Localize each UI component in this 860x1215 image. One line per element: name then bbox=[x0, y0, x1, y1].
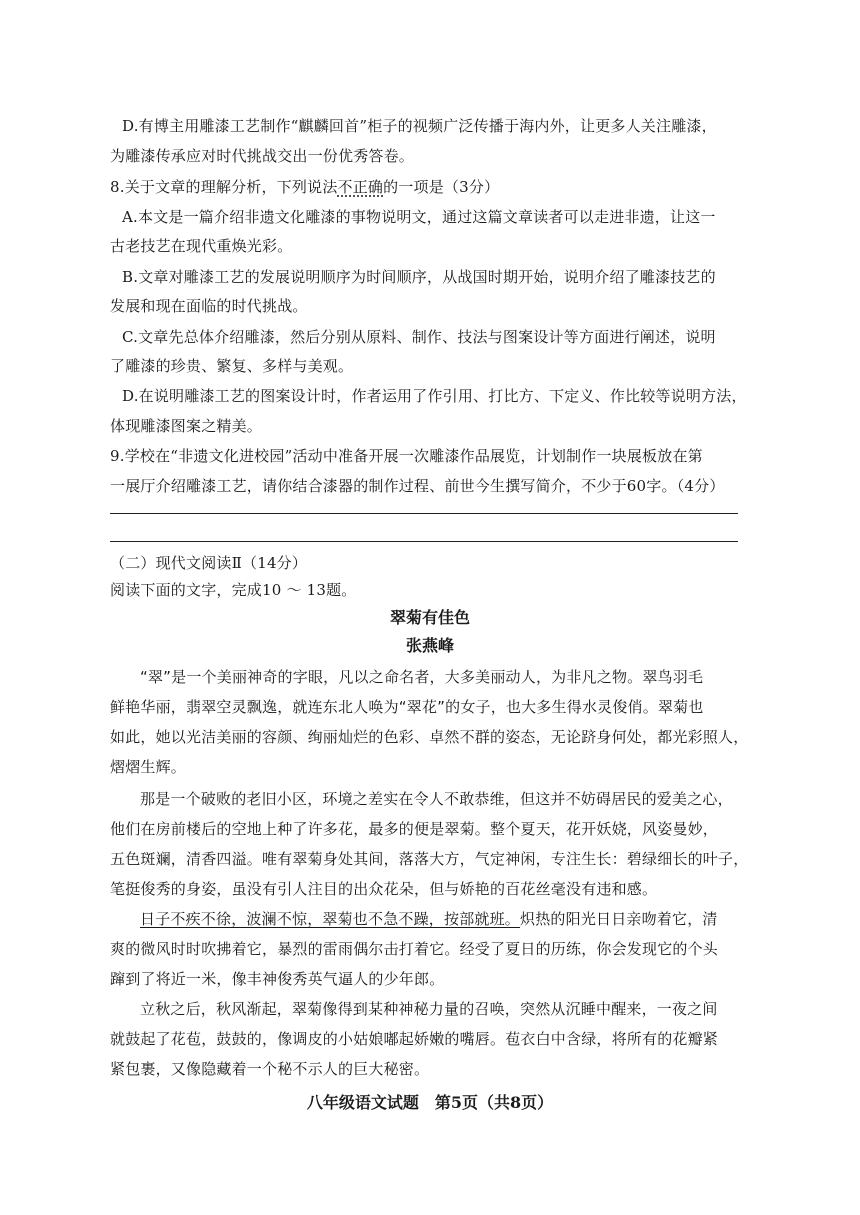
p4-line2: 就鼓起了花苞，鼓鼓的，像调皮的小姑娘嘟起娇嫩的嘴唇。苞衣白中含绿，将所有的花瓣紧 bbox=[110, 1030, 719, 1048]
q8-option-d-line1: D.在说明雕漆工艺的图案设计时，作者运用了作引用、打比方、下定义、作比较等说明方法， bbox=[122, 387, 747, 405]
q8-stem-before: 8.关于文章的理解分析，下列说法 bbox=[110, 178, 338, 196]
p1-line2: 鲜艳华丽，翡翠空灵飘逸，就连东北人唤为“翠花”的女子，也大多生得水灵俊俏。翠菊也 bbox=[110, 698, 704, 716]
q8-stem-emphasis: 不正确 bbox=[337, 178, 384, 196]
answer-line-1[interactable] bbox=[110, 513, 738, 514]
p4-line1: 立秋之后，秋风渐起，翠菊像得到某种神秘力量的召唤，突然从沉睡中醒来，一夜之间 bbox=[140, 1000, 718, 1018]
p2-line2: 他们在房前楼后的空地上种了许多花，最多的便是翠菊。整个夏天，花开妖娆，风姿曼妙， bbox=[110, 820, 719, 838]
q8-stem bbox=[110, 177, 499, 197]
answer-line-2[interactable] bbox=[110, 541, 738, 542]
q8-option-b-line1: B.文章对雕漆工艺的发展说明顺序为时间顺序，从战国时期开始，说明介绍了雕漆技艺的 bbox=[122, 268, 716, 286]
q9-line1: 9.学校在“非遗文化进校园”活动中准备开展一次雕漆作品展览，计划制作一块展板放在第 bbox=[110, 447, 703, 465]
p3-line1-rest: 炽热的阳光日日亲吻着它，清 bbox=[520, 910, 718, 928]
page-footer: 八年级语文试题 第5页（共8页） bbox=[306, 1093, 554, 1112]
p4-line3: 紧包裹，又像隐藏着一个秘不示人的巨大秘密。 bbox=[110, 1060, 430, 1078]
q7-option-d-line1: D.有博主用雕漆工艺制作“麒麟回首”柜子的视频广泛传播于海内外，让更多人关注雕漆， bbox=[122, 117, 717, 135]
p3-line1 bbox=[140, 909, 718, 929]
q7-option-d-line2: 为雕漆传承应对时代挑战交出一份优秀答卷。 bbox=[110, 147, 415, 165]
q9-line2: 一展厅介绍雕漆工艺，请你结合漆器的制作过程、前世今生撰写简介，不少于60字。（4分） bbox=[110, 477, 725, 495]
article-title: 翠菊有佳色 bbox=[389, 608, 470, 627]
article-author: 张燕峰 bbox=[405, 636, 454, 655]
q8-option-a-line2: 古老技艺在现代重焕光彩。 bbox=[110, 237, 293, 255]
q8-option-d-line2: 体现雕漆图案之精美。 bbox=[110, 417, 263, 435]
q8-option-c-line2: 了雕漆的珍贵、繁复、多样与美观。 bbox=[110, 357, 354, 375]
p2-line3: 五色斑斓，清香四溢。唯有翠菊身处其间，落落大方，气定神闲，专注生长：碧绿细长的叶子， bbox=[110, 850, 749, 868]
q8-option-c-line1: C.文章先总体介绍雕漆，然后分别从原料、制作、技法与图案设计等方面进行阐述，说明 bbox=[122, 328, 716, 346]
q8-option-a-line1: A.本文是一篇介绍非遗文化雕漆的事物说明文，通过这篇文章读者可以走进非遗，让这一 bbox=[122, 208, 716, 226]
p1-line1: “翠”是一个美丽神奇的字眼，凡以之命名者，大多美丽动人，为非凡之物。翠鸟羽毛 bbox=[140, 668, 704, 686]
p1-line3: 如此，她以光洁美丽的容颜、绚丽灿烂的色彩、卓然不群的姿态，无论跻身何处，都光彩照人， bbox=[110, 728, 749, 746]
p3-line3: 蹿到了将近一米，像丰神俊秀英气逼人的少年郎。 bbox=[110, 970, 445, 988]
section-instruction: 阅读下面的文字，完成10 ～ 13题。 bbox=[110, 581, 357, 599]
p2-line4: 笔挺俊秀的身姿，虽没有引人注目的出众花朵，但与娇艳的百花丝毫没有违和感。 bbox=[110, 880, 658, 898]
p1-line4: 熠熠生辉。 bbox=[110, 758, 187, 776]
p3-underlined-sentence: 日子不疾不徐，波澜不惊，翠菊也不急不躁，按部就班。 bbox=[140, 910, 521, 928]
p2-line1: 那是一个破败的老旧小区，环境之差实在令人不敢恭维，但这并不妨碍居民的爱美之心， bbox=[140, 790, 733, 808]
q8-stem-after: 的一项是（3分） bbox=[383, 178, 500, 196]
section-heading: （二）现代文阅读Ⅱ（14分） bbox=[110, 554, 308, 572]
q8-option-b-line2: 发展和现在面临的时代挑战。 bbox=[110, 297, 308, 315]
p3-line2: 爽的微风时时吹拂着它，暴烈的雷雨偶尔击打着它。经受了夏日的历练，你会发现它的个头 bbox=[110, 940, 719, 958]
